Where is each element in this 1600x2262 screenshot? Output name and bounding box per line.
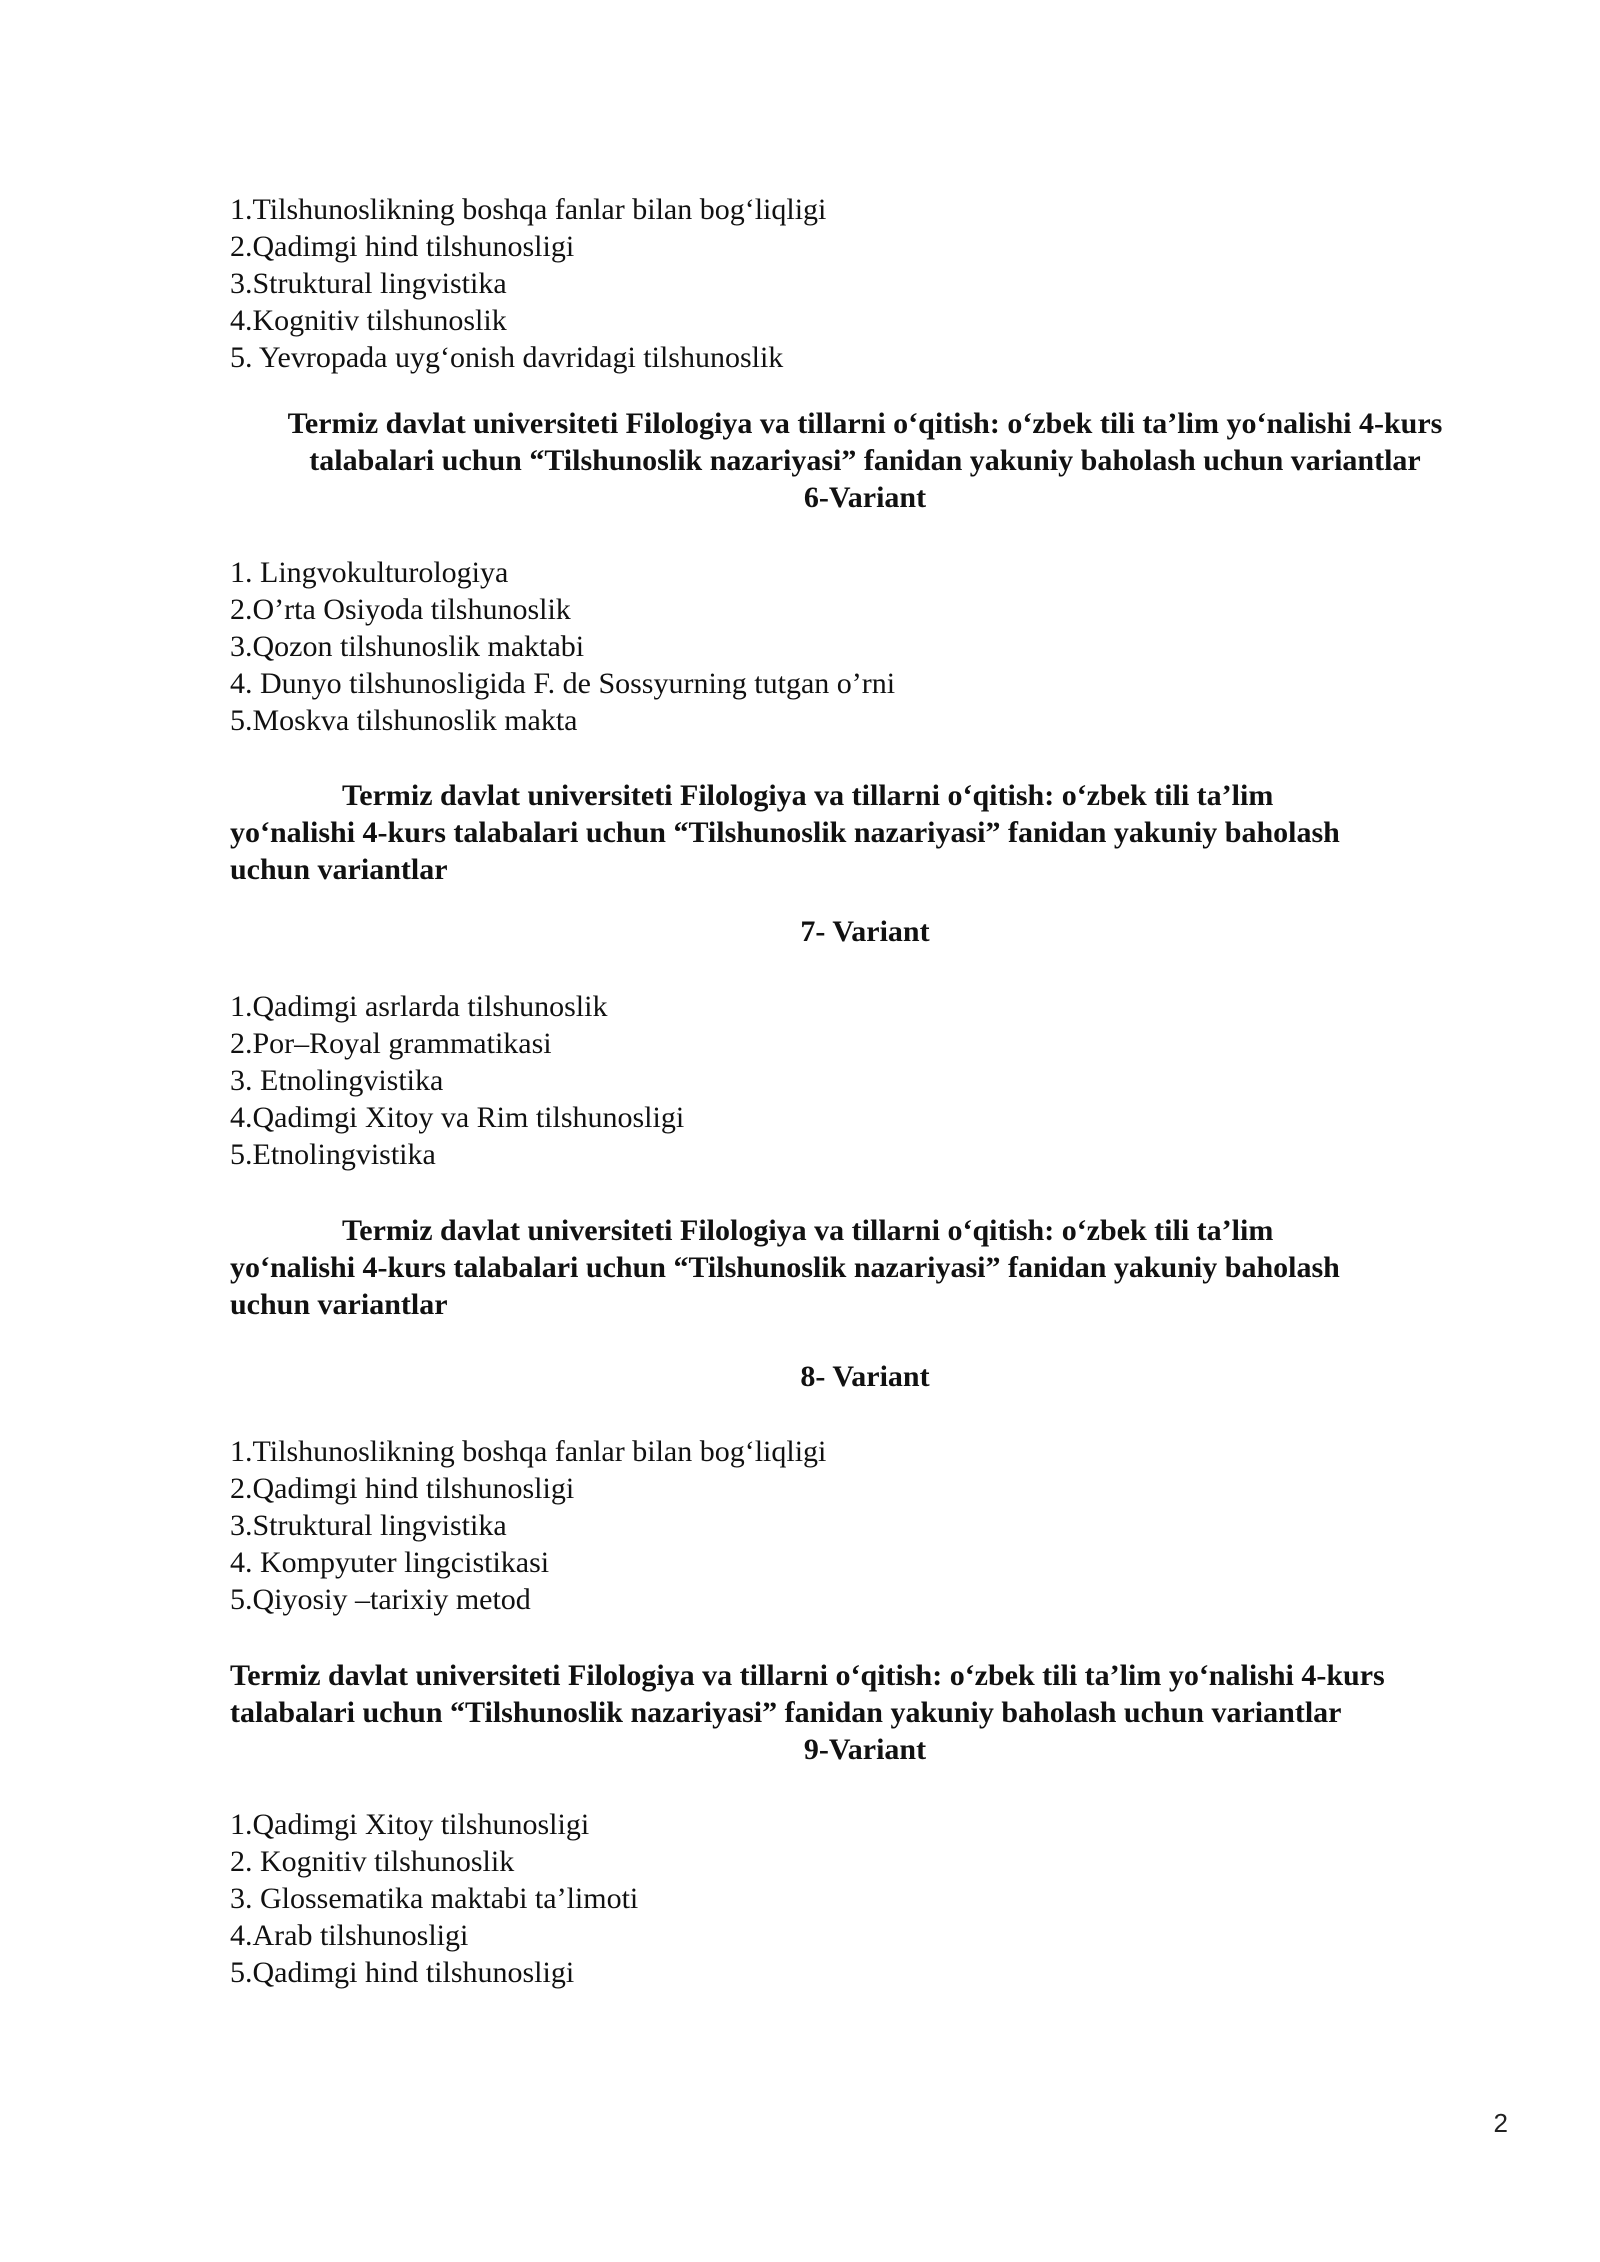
list-item: 3. Etnolingvistika	[230, 1064, 444, 1097]
variant-8-question-list	[230, 1433, 1500, 1618]
list-item: 1.Qadimgi Xitoy tilshunosligi	[230, 1808, 590, 1841]
list-item: 3.Struktural lingvistika	[230, 267, 507, 300]
heading-line: uchun variantlar	[230, 1288, 448, 1321]
list-item: 4.Qadimgi Xitoy va Rim tilshunosligi	[230, 1101, 685, 1134]
heading-line: talabalari uchun “Tilshunoslik nazariyasi” fanidan yakuniy baholash uchun variantlar	[230, 1696, 1342, 1729]
variant-7-question-list	[230, 988, 1500, 1173]
list-item: 3.Struktural lingvistika	[230, 1509, 507, 1542]
variant-6-question-list	[230, 554, 1500, 739]
variant-9-heading	[230, 1657, 1500, 1731]
list-item: 4. Kompyuter lingcistikasi	[230, 1546, 550, 1579]
list-item: 1.Tilshunoslikning boshqa fanlar bilan bog‘liqligi	[230, 1435, 827, 1468]
list-item: 4. Dunyo tilshunosligida F. de Sossyurning tutgan o’rni	[230, 667, 896, 700]
heading-line: Termiz davlat universiteti Filologiya va tillarni o‘qitish: o‘zbek tili ta’lim yo‘nalishi 4-kurs	[287, 407, 1443, 440]
list-item: 2.O’rta Osiyoda tilshunoslik	[230, 593, 571, 626]
list-item: 1. Lingvokulturologiya	[230, 556, 509, 589]
list-item: 1.Tilshunoslikning boshqa fanlar bilan bog‘liqligi	[230, 193, 827, 226]
variant-7-heading	[230, 777, 1500, 888]
variant-7-label: 7- Variant	[800, 915, 930, 948]
list-item: 2.Por–Royal grammatikasi	[230, 1027, 552, 1060]
heading-line: Termiz davlat universiteti Filologiya va tillarni o‘qitish: o‘zbek tili ta’lim	[342, 1214, 1274, 1247]
variant-8-label: 8- Variant	[800, 1360, 930, 1393]
list-item: 2.Qadimgi hind tilshunosligi	[230, 230, 575, 263]
heading-line: Termiz davlat universiteti Filologiya va tillarni o‘qitish: o‘zbek tili ta’lim yo‘nalishi 4-kurs	[230, 1659, 1385, 1692]
variant-6-heading	[215, 405, 1515, 516]
heading-line: uchun variantlar	[230, 853, 448, 886]
list-item: 2.Qadimgi hind tilshunosligi	[230, 1472, 575, 1505]
list-item: 3.Qozon tilshunoslik maktabi	[230, 630, 585, 663]
variant-label: 6-Variant	[803, 481, 927, 514]
list-item: 1.Qadimgi asrlarda tilshunoslik	[230, 990, 608, 1023]
variant-9-question-list	[230, 1806, 1500, 1991]
list-item: 4.Kognitiv tilshunoslik	[230, 304, 507, 337]
list-item: 5.Etnolingvistika	[230, 1138, 436, 1171]
list-item: 2. Kognitiv tilshunoslik	[230, 1845, 515, 1878]
list-item: 5.Moskva tilshunoslik makta	[230, 704, 578, 737]
list-item: 3. Glossematika maktabi ta’limoti	[230, 1882, 639, 1915]
list-item: 4.Arab tilshunosligi	[230, 1919, 469, 1952]
heading-line: talabalari uchun “Tilshunoslik nazariyasi” fanidan yakuniy baholash uchun variantlar	[309, 444, 1421, 477]
list-item: 5.Qadimgi hind tilshunosligi	[230, 1956, 575, 1989]
list-item: 5.Qiyosiy –tarixiy metod	[230, 1583, 531, 1616]
variant-8-heading	[230, 1212, 1500, 1323]
top-question-list	[230, 191, 1500, 376]
heading-line: yo‘nalishi 4-kurs talabalari uchun “Tilshunoslik nazariyasi” fanidan yakuniy baholash	[230, 1251, 1340, 1284]
list-item: 5. Yevropada uyg‘onish davridagi tilshunoslik	[230, 341, 784, 374]
heading-line: Termiz davlat universiteti Filologiya va tillarni o‘qitish: o‘zbek tili ta’lim	[342, 779, 1274, 812]
variant-9-label: 9-Variant	[803, 1733, 927, 1766]
page-number: 2	[1493, 2108, 1508, 2138]
heading-line: yo‘nalishi 4-kurs talabalari uchun “Tilshunoslik nazariyasi” fanidan yakuniy baholash	[230, 816, 1340, 849]
